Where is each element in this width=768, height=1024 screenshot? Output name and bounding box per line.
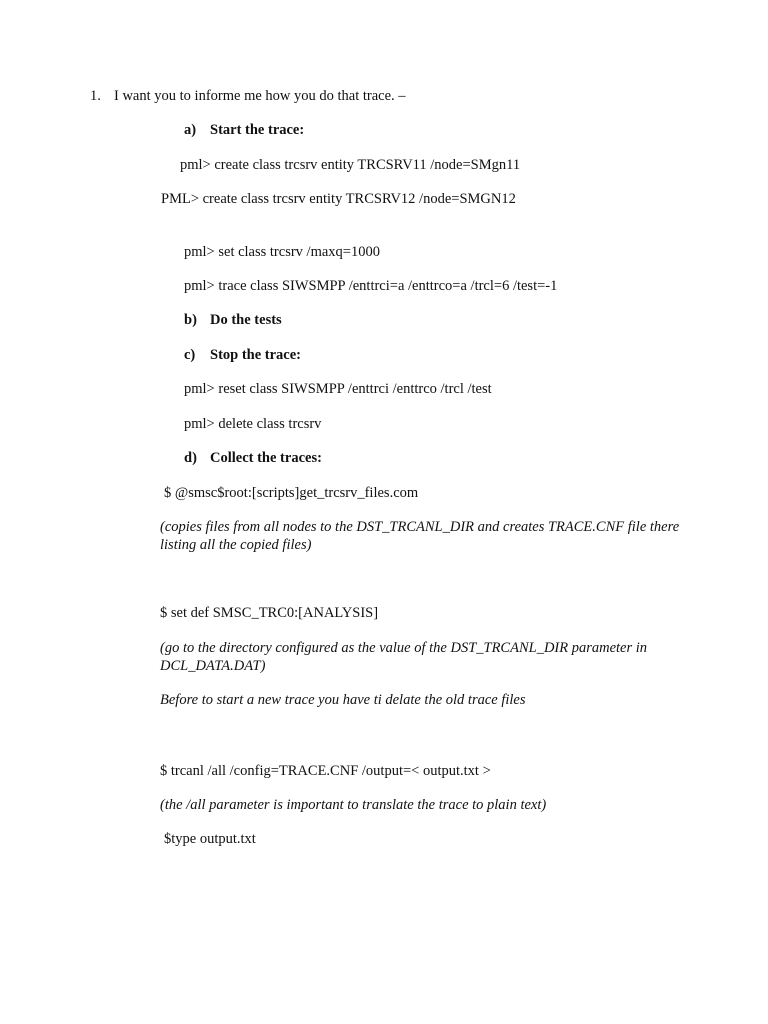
command-set-maxq: pml> set class trcsrv /maxq=1000 bbox=[184, 244, 380, 260]
section-a-heading bbox=[184, 121, 304, 139]
command-set-def: $ set def SMSC_TRC0:[ANALYSIS] bbox=[160, 605, 379, 621]
section-d-heading bbox=[184, 449, 322, 467]
command-delete-class: pml> delete class trcsrv bbox=[184, 416, 322, 432]
section-c-title: Stop the trace: bbox=[210, 347, 302, 363]
command-trcanl: $ trcanl /all /config=TRACE.CNF /output=< output.txt > bbox=[160, 763, 491, 779]
section-a-marker: a) bbox=[184, 122, 197, 138]
section-d-title: Collect the traces: bbox=[210, 450, 322, 466]
section-c-marker: c) bbox=[184, 347, 196, 363]
command-type-output: $type output.txt bbox=[164, 831, 256, 847]
command-trace-class: pml> trace class SIWSMPP /enttrci=a /enttrco=a /trcl=6 /test=-1 bbox=[184, 278, 558, 294]
section-d-marker: d) bbox=[184, 450, 197, 466]
section-b-marker: b) bbox=[184, 312, 197, 328]
section-a-title: Start the trace: bbox=[210, 122, 305, 138]
note-copies-files: (copies files from all nodes to the DST_TRCANL_DIR and creates TRACE.CNF file there listing all the copied files) bbox=[160, 519, 680, 553]
section-c-heading bbox=[184, 346, 301, 364]
question-line bbox=[90, 87, 406, 105]
section-b-title: Do the tests bbox=[210, 312, 282, 328]
question-text: I want you to informe me how you do that trace. – bbox=[114, 88, 406, 104]
note-all-parameter: (the /all parameter is important to translate the trace to plain text) bbox=[160, 797, 547, 813]
command-create-trcsrv12: PML> create class trcsrv entity TRCSRV12 /node=SMGN12 bbox=[161, 191, 516, 207]
note-delete-old-traces: Before to start a new trace you have ti delate the old trace files bbox=[160, 692, 526, 708]
section-b-heading bbox=[184, 311, 282, 329]
item-number: 1. bbox=[90, 88, 101, 104]
command-reset-class: pml> reset class SIWSMPP /enttrci /enttrco /trcl /test bbox=[184, 381, 492, 397]
command-get-trcsrv-files: $ @smsc$root:[scripts]get_trcsrv_files.com bbox=[164, 485, 419, 501]
note-go-to-directory: (go to the directory configured as the value of the DST_TRCANL_DIR parameter in DCL_DATA.DAT) bbox=[160, 640, 648, 674]
command-create-trcsrv11: pml> create class trcsrv entity TRCSRV11 /node=SMgn11 bbox=[180, 157, 521, 173]
